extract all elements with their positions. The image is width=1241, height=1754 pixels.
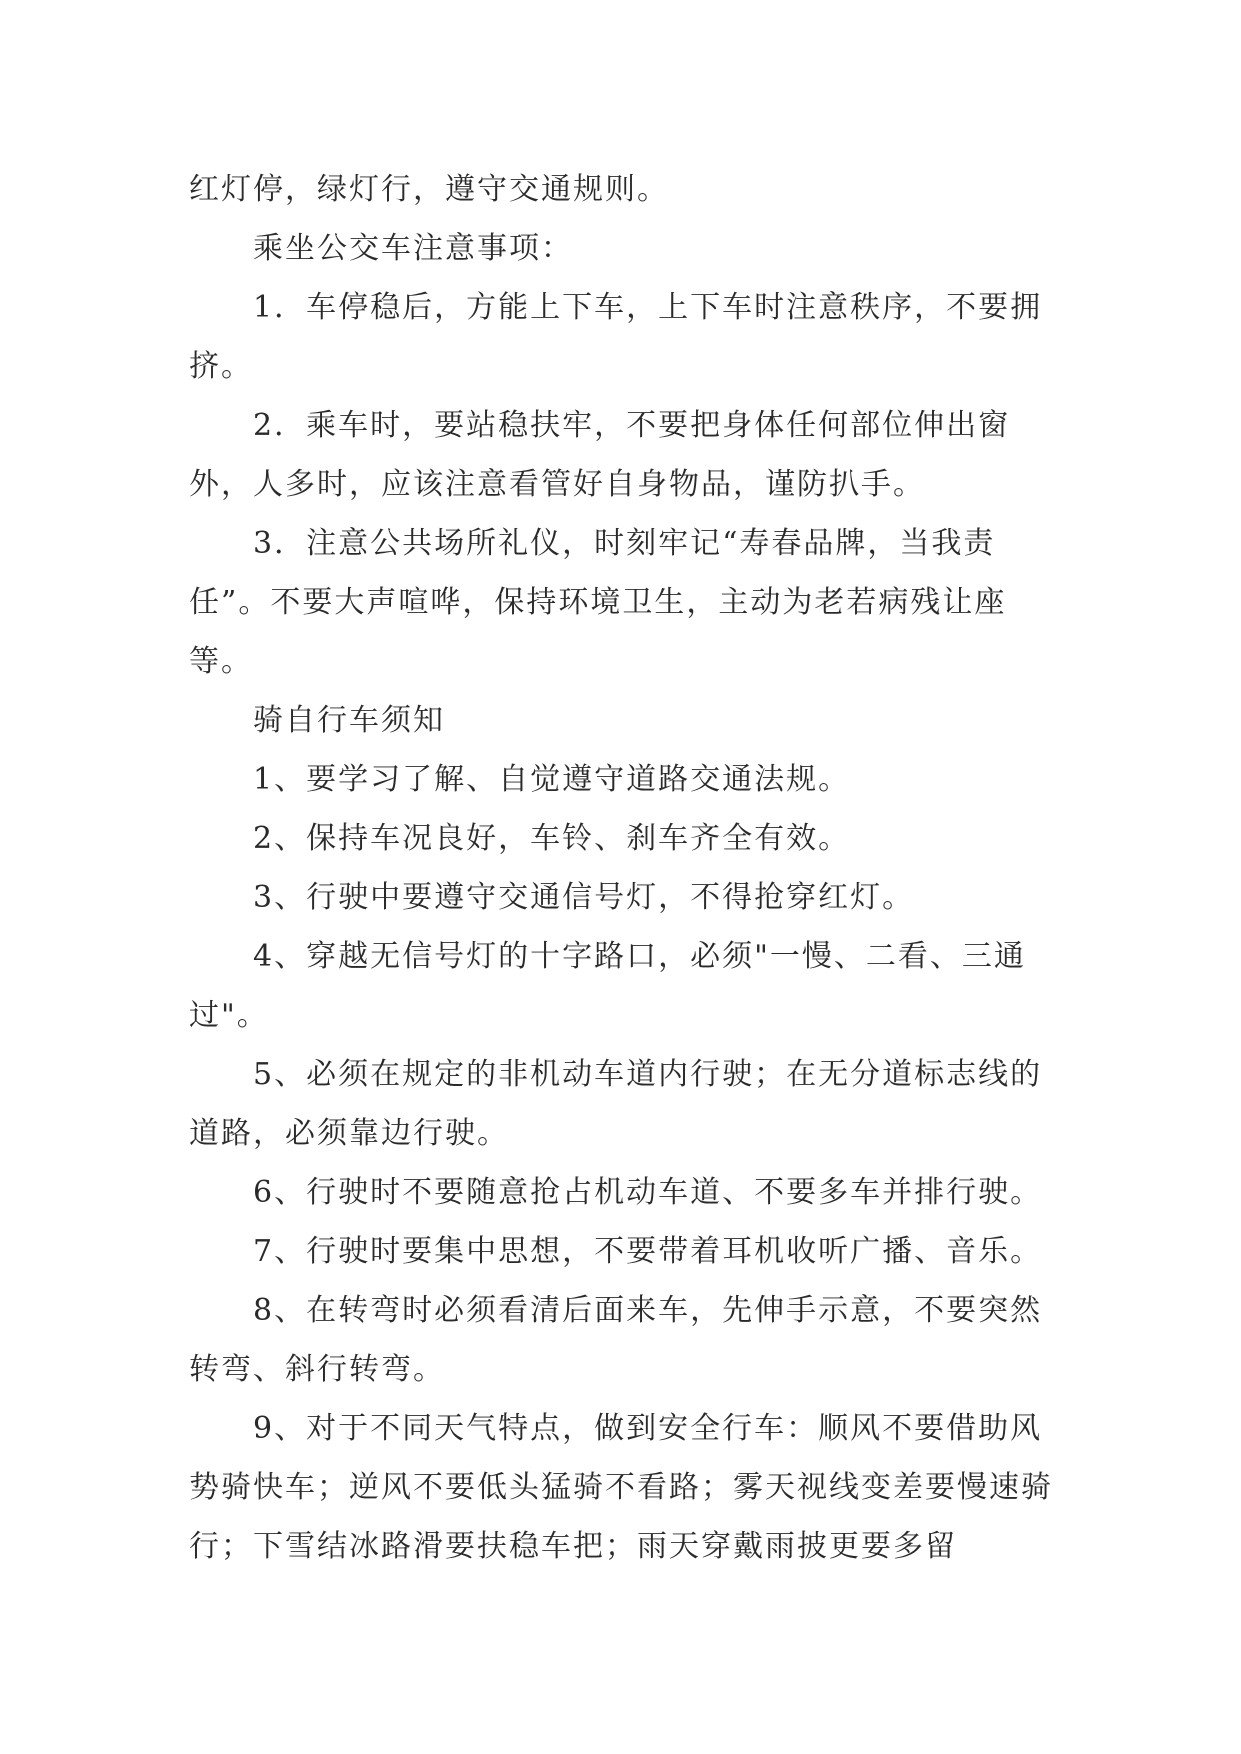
paragraph-continuation: 红灯停，绿灯行，遵守交通规则。 xyxy=(189,172,669,207)
bicycle-rule-5: 5、必须在规定的非机动车道内行驶；在无分道标志线的道路，必须靠边行驶。 xyxy=(189,1057,1043,1151)
bicycle-rule-7: 7、行驶时要集中思想，不要带着耳机收听广播、音乐。 xyxy=(253,1234,1043,1269)
bicycle-rule-3: 3、行驶中要遵守交通信号灯，不得抢穿红灯。 xyxy=(253,880,915,915)
bicycle-rule-1: 1、要学习了解、自觉遵守道路交通法规。 xyxy=(253,762,851,797)
bicycle-rule-4: 4、穿越无信号灯的十字路口，必须"一慢、二看、三通过"。 xyxy=(189,939,1026,1033)
bicycle-rule-9: 9、对于不同天气特点，做到安全行车：顺风不要借助风势骑快车；逆风不要低头猛骑不看路；雾天视线变差要慢速骑行；下雪结冰路滑要扶稳车把；雨天穿戴雨披更要多留 xyxy=(189,1411,1053,1564)
bicycle-rule-2: 2、保持车况良好，车铃、刹车齐全有效。 xyxy=(253,821,851,856)
section-heading-bicycle: 骑自行车须知 xyxy=(253,703,445,738)
bus-rule-3: 3．注意公共场所礼仪，时刻牢记“寿春品牌，当我责任”。不要大声喧哗，保持环境卫生，主动为老若病残让座等。 xyxy=(189,526,1007,679)
bus-rule-2: 2．乘车时，要站稳扶牢，不要把身体任何部位伸出窗外，人多时，应该注意看管好自身物品，谨防扒手。 xyxy=(189,408,1011,502)
bicycle-rule-8: 8、在转弯时必须看清后面来车，先伸手示意，不要突然转弯、斜行转弯。 xyxy=(189,1293,1043,1387)
document-body xyxy=(189,160,1069,1576)
bus-rule-1: 1．车停稳后，方能上下车，上下车时注意秩序，不要拥挤。 xyxy=(189,290,1043,384)
bicycle-rule-6: 6、行驶时不要随意抢占机动车道、不要多车并排行驶。 xyxy=(253,1175,1043,1210)
section-heading-bus: 乘坐公交车注意事项： xyxy=(253,231,573,266)
